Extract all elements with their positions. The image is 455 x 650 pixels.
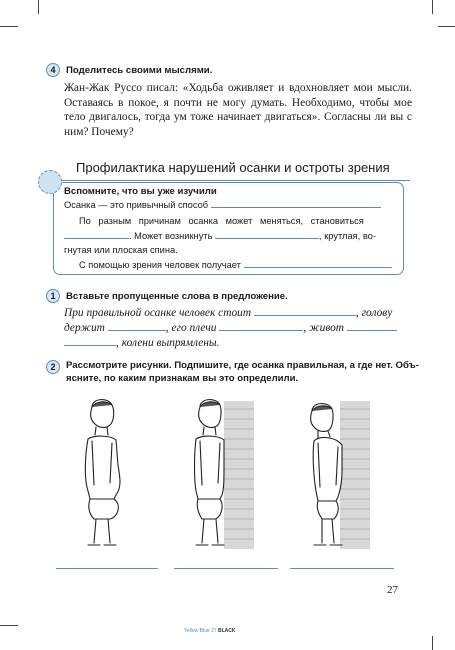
title-underline — [48, 180, 410, 181]
print-footer — [184, 628, 236, 634]
recall-line-1 — [64, 199, 381, 211]
sentence-text: держит — [64, 322, 105, 334]
crop-mark — [432, 636, 433, 650]
task-number: 1 — [46, 289, 60, 303]
crop-mark — [0, 625, 18, 626]
answer-blank[interactable] — [219, 321, 303, 331]
sentence-text: , колени выпрямлены. — [116, 337, 220, 349]
sentence-text: При правильной осанке человек стоит — [64, 307, 252, 319]
answer-blank[interactable] — [244, 259, 392, 268]
task-1-sentence-line-3 — [64, 336, 219, 351]
task-number: 2 — [46, 360, 60, 374]
figure-1-answer-line[interactable] — [56, 568, 158, 569]
crop-mark — [432, 0, 433, 14]
recall-line-5 — [79, 259, 392, 271]
answer-blank[interactable] — [215, 230, 319, 239]
sentence-text: , живот — [303, 322, 345, 334]
answer-blank[interactable] — [254, 306, 356, 316]
posture-figure-1 — [74, 395, 144, 553]
recall-title: Вспомните, что вы уже изучили — [64, 186, 217, 197]
sentence-text: , голову — [355, 307, 393, 319]
task-title: Поделитесь своими мыслями. — [66, 64, 213, 76]
task-2-header — [46, 359, 419, 385]
recall-text: . Может возникнуть — [129, 231, 213, 241]
footer-colors: Yellow Blue — [184, 628, 210, 634]
answer-blank[interactable] — [64, 336, 116, 346]
answer-blank[interactable] — [108, 321, 166, 331]
recall-text: По разным причинам осанка может меняться, становиться — [79, 216, 364, 226]
footer-page: 27 — [211, 628, 217, 634]
section-title: Профилактика нарушений осанки и остроты зрения — [76, 160, 390, 175]
rousseau-quote-paragraph: Жан-Жак Руссо писал: «Ходьба оживляет и вдохновляет мои мысли. Оставаясь в покое, я почти не могу думать. Необходимо, чтобы мое тело двигалось, тогда ум тоже начинает двигаться». Согласны ли вы с ним? Почему? — [64, 82, 412, 138]
figure-2-answer-line[interactable] — [174, 568, 278, 569]
recall-text: С помощью зрения человек получает — [79, 260, 241, 270]
answer-blank[interactable] — [64, 230, 129, 239]
recall-icon — [38, 170, 62, 194]
recall-line-4 — [64, 244, 178, 256]
figure-3-answer-line[interactable] — [290, 568, 394, 569]
recall-line-3 — [64, 230, 376, 242]
task-1-sentence-line-2 — [64, 321, 397, 336]
task-1-sentence-line-1 — [64, 306, 392, 321]
answer-blank[interactable] — [211, 199, 381, 208]
task-1-header — [46, 289, 288, 303]
crop-mark — [0, 26, 18, 27]
page-number: 27 — [387, 584, 398, 596]
recall-line-2 — [79, 215, 364, 227]
answer-blank[interactable] — [347, 321, 397, 331]
crop-mark — [38, 0, 39, 14]
posture-figure-3 — [300, 395, 380, 553]
posture-figure-2 — [178, 395, 258, 553]
task-title: Вставьте пропущенные слова в предложение. — [66, 290, 288, 302]
recall-text: Осанка — это привычный способ — [64, 200, 209, 210]
recall-text: гнутая или плоская спина. — [64, 245, 178, 255]
sentence-text: , его плечи — [165, 322, 217, 334]
task-title-line-2: ясните, по каким признакам вы это определили. — [66, 373, 299, 384]
task-4-header — [46, 63, 212, 77]
task-title — [66, 359, 419, 385]
task-number: 4 — [46, 63, 60, 77]
task-title-line-1: Рассмотрите рисунки. Подпишите, где осанка правильная, а где нет. Объ- — [66, 360, 419, 371]
recall-text: , крутлая, во- — [319, 231, 376, 241]
crop-mark — [438, 26, 455, 27]
footer-channel: BLACK — [218, 628, 236, 634]
